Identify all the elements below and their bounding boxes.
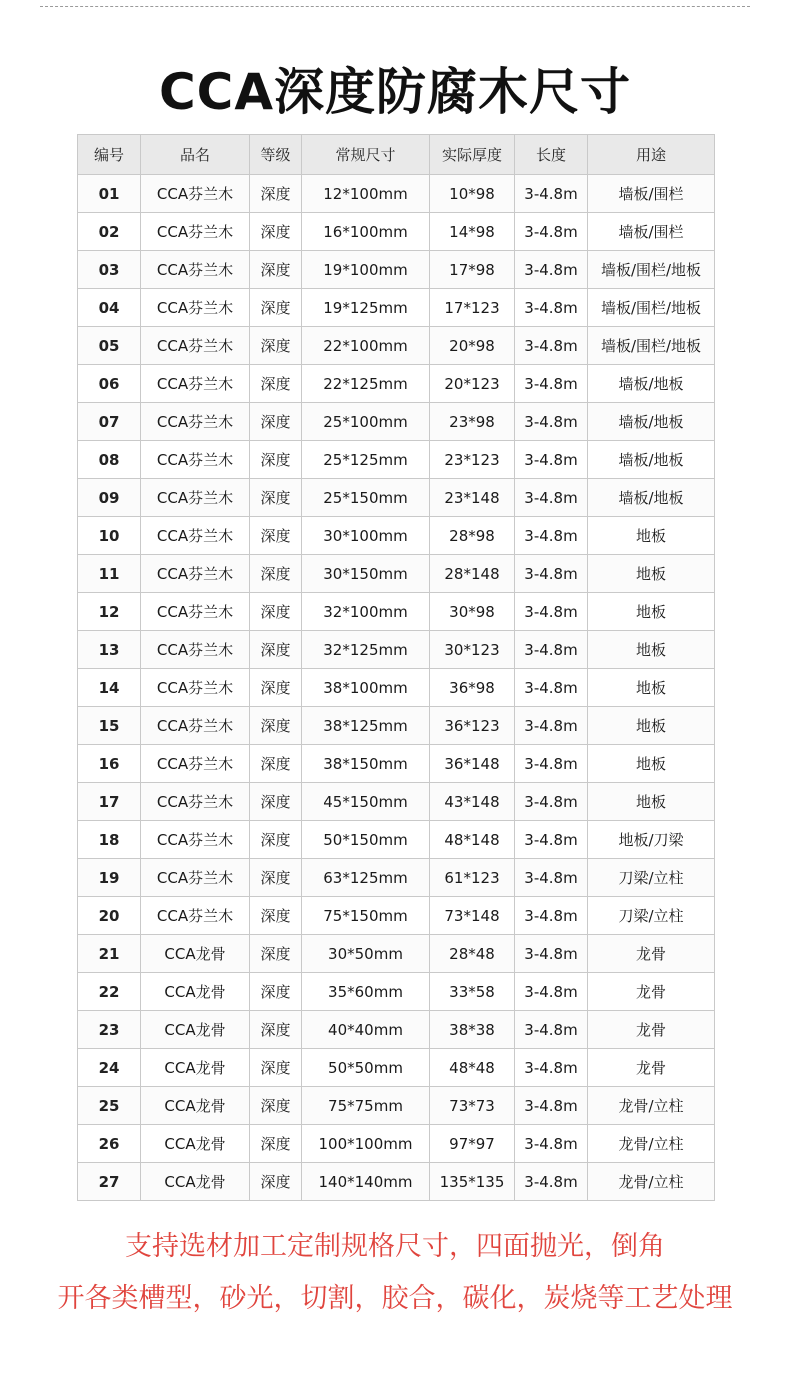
header-cell-size: 常规尺寸 (302, 135, 430, 175)
cell-size: 40*40mm (302, 1011, 430, 1049)
spec-table (77, 134, 715, 1201)
cell-no: 14 (78, 669, 141, 707)
cell-name: CCA芬兰木 (141, 517, 250, 555)
cell-usage: 龙骨/立柱 (588, 1087, 715, 1125)
cell-usage: 龙骨/立柱 (588, 1163, 715, 1201)
cell-size: 32*125mm (302, 631, 430, 669)
cell-no: 21 (78, 935, 141, 973)
cell-name: CCA芬兰木 (141, 707, 250, 745)
page-title: CCA深度防腐木尺寸 (158, 63, 632, 121)
cell-usage: 龙骨 (588, 1011, 715, 1049)
cell-grade: 深度 (250, 1011, 302, 1049)
cell-grade: 深度 (250, 175, 302, 213)
cell-name: CCA芬兰木 (141, 441, 250, 479)
cell-grade: 深度 (250, 1163, 302, 1201)
cell-length: 3-4.8m (515, 175, 588, 213)
cell-no: 23 (78, 1011, 141, 1049)
cell-length: 3-4.8m (515, 327, 588, 365)
cell-length: 3-4.8m (515, 745, 588, 783)
cell-grade: 深度 (250, 1125, 302, 1163)
cell-grade: 深度 (250, 365, 302, 403)
cell-size: 140*140mm (302, 1163, 430, 1201)
cell-length: 3-4.8m (515, 251, 588, 289)
cell-no: 02 (78, 213, 141, 251)
table-row (78, 859, 715, 897)
cell-grade: 深度 (250, 441, 302, 479)
cell-no: 18 (78, 821, 141, 859)
cell-length: 3-4.8m (515, 859, 588, 897)
cell-length: 3-4.8m (515, 365, 588, 403)
cell-grade: 深度 (250, 783, 302, 821)
header-cell-thickness: 实际厚度 (430, 135, 515, 175)
table-row (78, 631, 715, 669)
cell-length: 3-4.8m (515, 1163, 588, 1201)
cell-usage: 墙板/地板 (588, 479, 715, 517)
cell-grade: 深度 (250, 213, 302, 251)
cell-name: CCA芬兰木 (141, 403, 250, 441)
cell-no: 06 (78, 365, 141, 403)
cell-length: 3-4.8m (515, 783, 588, 821)
cell-usage: 地板 (588, 783, 715, 821)
table-body (78, 175, 715, 1201)
cell-length: 3-4.8m (515, 1125, 588, 1163)
cell-thickness: 28*148 (430, 555, 515, 593)
table-row (78, 1163, 715, 1201)
table-row (78, 1049, 715, 1087)
cell-name: CCA龙骨 (141, 1125, 250, 1163)
cell-length: 3-4.8m (515, 213, 588, 251)
header-cell-length: 长度 (515, 135, 588, 175)
cell-thickness: 135*135 (430, 1163, 515, 1201)
cell-thickness: 14*98 (430, 213, 515, 251)
cell-thickness: 23*148 (430, 479, 515, 517)
cell-grade: 深度 (250, 593, 302, 631)
cell-usage: 龙骨 (588, 935, 715, 973)
cell-name: CCA芬兰木 (141, 821, 250, 859)
cell-name: CCA龙骨 (141, 935, 250, 973)
cell-thickness: 48*48 (430, 1049, 515, 1087)
cell-no: 01 (78, 175, 141, 213)
table-row (78, 251, 715, 289)
header-cell-name: 品名 (141, 135, 250, 175)
table-row (78, 935, 715, 973)
cell-thickness: 33*58 (430, 973, 515, 1011)
table-row (78, 517, 715, 555)
footer-line-1: 支持选材加工定制规格尺寸，四面抛光，倒角 (125, 1231, 665, 1262)
cell-no: 22 (78, 973, 141, 1011)
cell-grade: 深度 (250, 859, 302, 897)
cell-name: CCA芬兰木 (141, 669, 250, 707)
table-row (78, 821, 715, 859)
cell-name: CCA芬兰木 (141, 175, 250, 213)
cell-name: CCA芬兰木 (141, 631, 250, 669)
cell-grade: 深度 (250, 935, 302, 973)
cell-grade: 深度 (250, 289, 302, 327)
cell-thickness: 36*98 (430, 669, 515, 707)
cell-length: 3-4.8m (515, 289, 588, 327)
cell-usage: 墙板/围栏/地板 (588, 251, 715, 289)
cell-no: 05 (78, 327, 141, 365)
cell-thickness: 17*98 (430, 251, 515, 289)
cell-size: 30*50mm (302, 935, 430, 973)
cell-no: 04 (78, 289, 141, 327)
cell-name: CCA芬兰木 (141, 897, 250, 935)
cell-thickness: 30*123 (430, 631, 515, 669)
table-row (78, 745, 715, 783)
cell-usage: 地板 (588, 593, 715, 631)
cell-usage: 龙骨/立柱 (588, 1125, 715, 1163)
cell-name: CCA芬兰木 (141, 289, 250, 327)
cell-thickness: 36*148 (430, 745, 515, 783)
cell-grade: 深度 (250, 403, 302, 441)
cell-size: 16*100mm (302, 213, 430, 251)
cell-no: 25 (78, 1087, 141, 1125)
cell-thickness: 28*48 (430, 935, 515, 973)
cell-size: 45*150mm (302, 783, 430, 821)
cell-usage: 墙板/围栏/地板 (588, 289, 715, 327)
cell-size: 30*100mm (302, 517, 430, 555)
cell-thickness: 28*98 (430, 517, 515, 555)
cell-name: CCA芬兰木 (141, 593, 250, 631)
header-row (78, 135, 715, 175)
cell-thickness: 23*98 (430, 403, 515, 441)
cell-size: 25*125mm (302, 441, 430, 479)
cell-name: CCA芬兰木 (141, 479, 250, 517)
cell-size: 50*50mm (302, 1049, 430, 1087)
cell-length: 3-4.8m (515, 897, 588, 935)
cell-name: CCA芬兰木 (141, 213, 250, 251)
cell-length: 3-4.8m (515, 935, 588, 973)
table-row (78, 175, 715, 213)
cell-name: CCA芬兰木 (141, 251, 250, 289)
table-row (78, 1087, 715, 1125)
cell-name: CCA龙骨 (141, 1049, 250, 1087)
cell-usage: 地板 (588, 517, 715, 555)
cell-length: 3-4.8m (515, 479, 588, 517)
cell-thickness: 20*123 (430, 365, 515, 403)
cell-thickness: 97*97 (430, 1125, 515, 1163)
cell-no: 27 (78, 1163, 141, 1201)
cell-no: 17 (78, 783, 141, 821)
cell-usage: 墙板/地板 (588, 403, 715, 441)
cell-no: 10 (78, 517, 141, 555)
cell-name: CCA龙骨 (141, 1011, 250, 1049)
cell-name: CCA芬兰木 (141, 365, 250, 403)
cell-usage: 墙板/围栏 (588, 213, 715, 251)
cell-name: CCA芬兰木 (141, 555, 250, 593)
cell-thickness: 10*98 (430, 175, 515, 213)
cell-usage: 地板/刀梁 (588, 821, 715, 859)
cell-name: CCA龙骨 (141, 1087, 250, 1125)
cell-no: 12 (78, 593, 141, 631)
cell-size: 30*150mm (302, 555, 430, 593)
cell-usage: 墙板/围栏 (588, 175, 715, 213)
top-dashed-divider (40, 6, 750, 7)
table-row (78, 441, 715, 479)
cell-grade: 深度 (250, 707, 302, 745)
cell-usage: 地板 (588, 669, 715, 707)
cell-usage: 地板 (588, 745, 715, 783)
cell-size: 38*125mm (302, 707, 430, 745)
cell-grade: 深度 (250, 631, 302, 669)
cell-no: 11 (78, 555, 141, 593)
table-row (78, 289, 715, 327)
cell-thickness: 23*123 (430, 441, 515, 479)
cell-usage: 地板 (588, 631, 715, 669)
cell-size: 75*75mm (302, 1087, 430, 1125)
cell-no: 15 (78, 707, 141, 745)
cell-length: 3-4.8m (515, 821, 588, 859)
cell-length: 3-4.8m (515, 403, 588, 441)
cell-no: 19 (78, 859, 141, 897)
cell-usage: 刀梁/立柱 (588, 897, 715, 935)
table-row (78, 707, 715, 745)
table-row (78, 897, 715, 935)
cell-thickness: 48*148 (430, 821, 515, 859)
cell-length: 3-4.8m (515, 593, 588, 631)
cell-grade: 深度 (250, 327, 302, 365)
cell-size: 38*100mm (302, 669, 430, 707)
cell-name: CCA芬兰木 (141, 783, 250, 821)
cell-usage: 墙板/围栏/地板 (588, 327, 715, 365)
cell-size: 22*125mm (302, 365, 430, 403)
cell-length: 3-4.8m (515, 1087, 588, 1125)
table-row (78, 593, 715, 631)
cell-size: 38*150mm (302, 745, 430, 783)
cell-size: 32*100mm (302, 593, 430, 631)
cell-size: 12*100mm (302, 175, 430, 213)
cell-size: 25*100mm (302, 403, 430, 441)
cell-usage: 地板 (588, 555, 715, 593)
cell-size: 22*100mm (302, 327, 430, 365)
cell-length: 3-4.8m (515, 973, 588, 1011)
table-row (78, 1011, 715, 1049)
header-cell-no: 编号 (78, 135, 141, 175)
table-row (78, 479, 715, 517)
table-row (78, 365, 715, 403)
cell-grade: 深度 (250, 251, 302, 289)
cell-grade: 深度 (250, 973, 302, 1011)
cell-length: 3-4.8m (515, 631, 588, 669)
cell-no: 16 (78, 745, 141, 783)
cell-size: 19*100mm (302, 251, 430, 289)
table-row (78, 555, 715, 593)
cell-name: CCA芬兰木 (141, 859, 250, 897)
cell-size: 25*150mm (302, 479, 430, 517)
cell-thickness: 36*123 (430, 707, 515, 745)
cell-size: 63*125mm (302, 859, 430, 897)
table-row (78, 973, 715, 1011)
cell-size: 50*150mm (302, 821, 430, 859)
cell-no: 03 (78, 251, 141, 289)
cell-length: 3-4.8m (515, 555, 588, 593)
cell-length: 3-4.8m (515, 517, 588, 555)
cell-grade: 深度 (250, 555, 302, 593)
cell-name: CCA芬兰木 (141, 745, 250, 783)
cell-usage: 龙骨 (588, 1049, 715, 1087)
cell-thickness: 43*148 (430, 783, 515, 821)
cell-no: 26 (78, 1125, 141, 1163)
cell-no: 24 (78, 1049, 141, 1087)
table-row (78, 1125, 715, 1163)
cell-no: 20 (78, 897, 141, 935)
footer-line-2: 开各类槽型，砂光，切割，胶合，碳化，炭烧等工艺处理 (57, 1283, 733, 1314)
table-row (78, 669, 715, 707)
cell-length: 3-4.8m (515, 1049, 588, 1087)
cell-usage: 墙板/地板 (588, 441, 715, 479)
cell-name: CCA龙骨 (141, 1163, 250, 1201)
cell-name: CCA芬兰木 (141, 327, 250, 365)
table-row (78, 327, 715, 365)
cell-length: 3-4.8m (515, 669, 588, 707)
cell-size: 75*150mm (302, 897, 430, 935)
cell-no: 13 (78, 631, 141, 669)
cell-thickness: 17*123 (430, 289, 515, 327)
cell-no: 08 (78, 441, 141, 479)
cell-grade: 深度 (250, 745, 302, 783)
cell-thickness: 30*98 (430, 593, 515, 631)
cell-usage: 刀梁/立柱 (588, 859, 715, 897)
table-row (78, 213, 715, 251)
cell-length: 3-4.8m (515, 441, 588, 479)
cell-no: 09 (78, 479, 141, 517)
table-header (78, 135, 715, 175)
table-row (78, 783, 715, 821)
cell-grade: 深度 (250, 1087, 302, 1125)
cell-usage: 墙板/地板 (588, 365, 715, 403)
cell-grade: 深度 (250, 821, 302, 859)
cell-thickness: 73*73 (430, 1087, 515, 1125)
header-cell-usage: 用途 (588, 135, 715, 175)
cell-size: 19*125mm (302, 289, 430, 327)
cell-grade: 深度 (250, 897, 302, 935)
cell-thickness: 61*123 (430, 859, 515, 897)
cell-size: 100*100mm (302, 1125, 430, 1163)
header-cell-grade: 等级 (250, 135, 302, 175)
cell-no: 07 (78, 403, 141, 441)
cell-name: CCA龙骨 (141, 973, 250, 1011)
cell-grade: 深度 (250, 517, 302, 555)
cell-usage: 龙骨 (588, 973, 715, 1011)
cell-thickness: 20*98 (430, 327, 515, 365)
table-row (78, 403, 715, 441)
cell-grade: 深度 (250, 669, 302, 707)
cell-thickness: 73*148 (430, 897, 515, 935)
cell-usage: 地板 (588, 707, 715, 745)
cell-thickness: 38*38 (430, 1011, 515, 1049)
cell-grade: 深度 (250, 479, 302, 517)
cell-grade: 深度 (250, 1049, 302, 1087)
cell-length: 3-4.8m (515, 707, 588, 745)
cell-size: 35*60mm (302, 973, 430, 1011)
cell-length: 3-4.8m (515, 1011, 588, 1049)
